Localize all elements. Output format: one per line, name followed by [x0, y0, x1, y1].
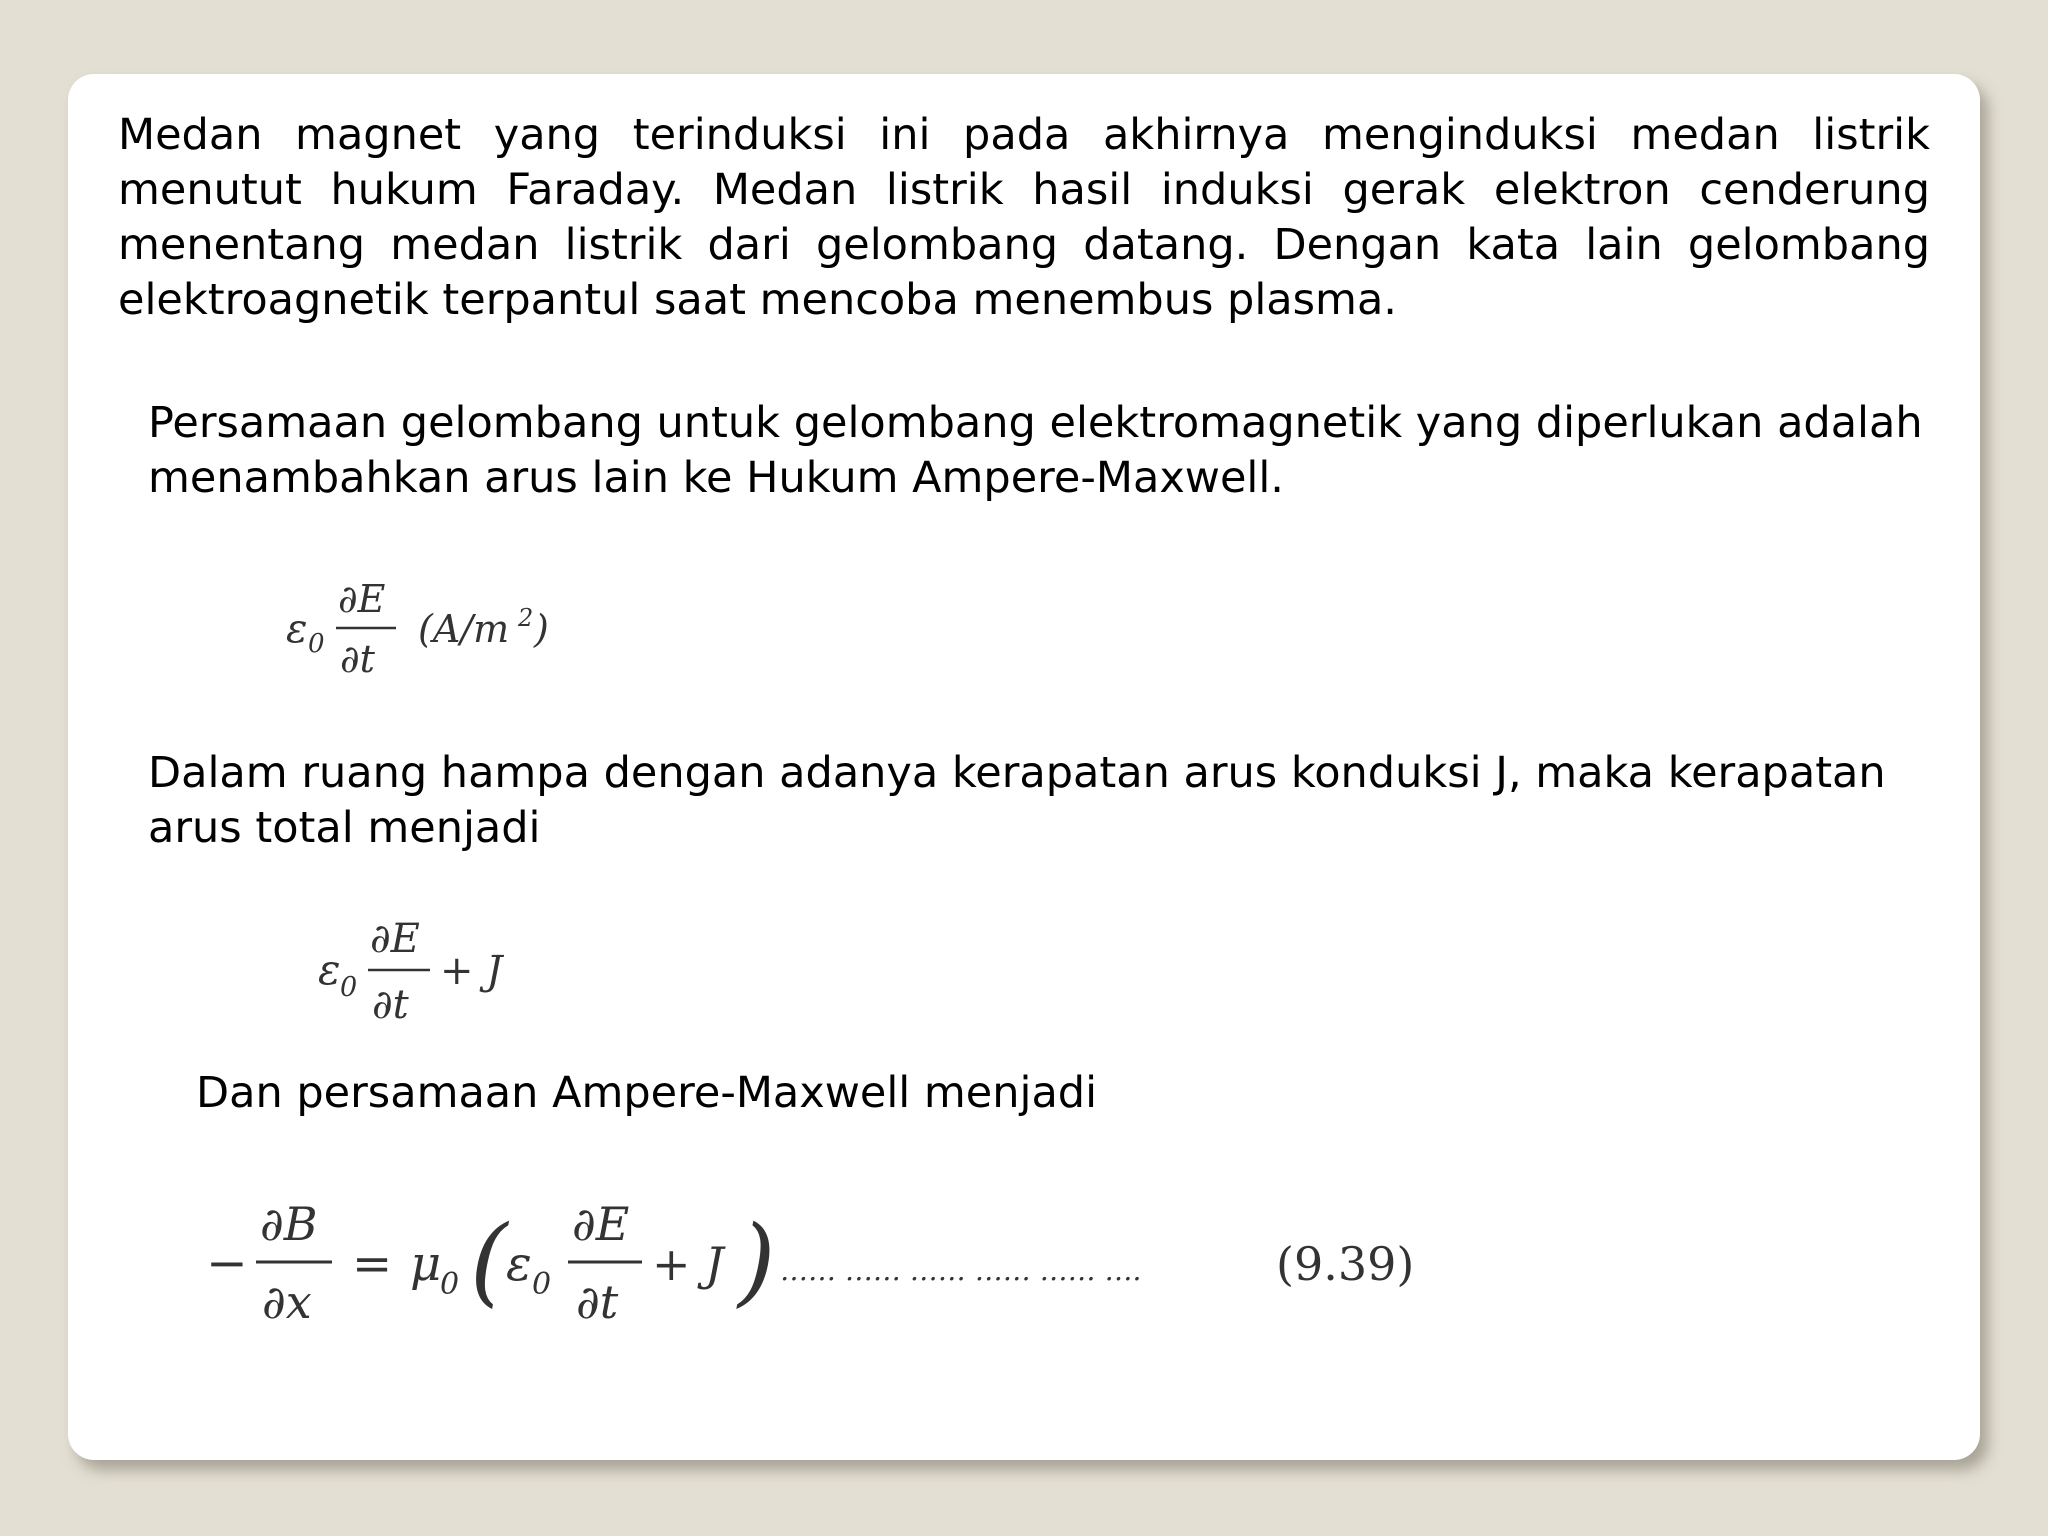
eq3-mu: μ: [410, 1236, 442, 1292]
eq2-plus-j: + J: [440, 948, 503, 994]
eq1-unit-open: (A/m: [418, 607, 510, 651]
eq2-epsilon: ε: [318, 945, 341, 994]
eq3-numerator: ∂E: [572, 1197, 630, 1251]
eq1-unit-close: ): [534, 607, 549, 651]
eq3-denominator: ∂t: [576, 1275, 619, 1329]
eq1-numerator: ∂E: [338, 577, 386, 621]
eq2-numerator: ∂E: [370, 916, 420, 962]
eq3-paren-open: (: [470, 1205, 508, 1317]
paragraph-wave-equation: Persamaan gelombang untuk gelombang elektromagnetik yang diperlukan adalah menambahkan arus lain ke Hukum Ampere-Maxwell.: [148, 398, 1923, 503]
eq2-epsilon-sub: 0: [340, 972, 358, 1003]
eq3-dots: …… …… …… …… …… ….: [780, 1254, 1142, 1287]
eq3-equals: =: [352, 1236, 393, 1292]
eq3-lhs-denominator: ∂x: [262, 1275, 312, 1329]
eq3-minus: −: [206, 1234, 248, 1292]
paragraph-faraday: Medan magnet yang terinduksi ini pada akhirnya menginduksi medan listrik menutut hukum Faraday. Medan listrik hasil induksi gerak elektron cenderung menentang medan listrik dari gelombang datang. Dengan kata lain gelombang elektroagnetik terpantul saat mencoba menembus plasma.: [118, 110, 1930, 325]
paragraph-total-current: Dalam ruang hampa dengan adanya kerapatan arus konduksi J, maka kerapatan arus total menjadi: [148, 748, 1886, 853]
eq3-label: (9.39): [1276, 1237, 1415, 1291]
eq3-epsilon: ε: [506, 1236, 532, 1292]
paragraph-ampere-maxwell: Dan persamaan Ampere-Maxwell menjadi: [196, 1068, 1098, 1118]
eq3-paren-close: ): [738, 1205, 776, 1317]
equation-displacement-current: [282, 570, 602, 694]
eq1-denominator: ∂t: [340, 637, 375, 681]
eq3-mu-sub: 0: [440, 1267, 460, 1302]
eq3-plus-j: + J: [652, 1237, 724, 1291]
eq1-epsilon: ε: [286, 606, 308, 652]
eq2-denominator: ∂t: [372, 982, 409, 1028]
eq3-lhs-numerator: ∂B: [260, 1197, 318, 1251]
eq1-unit-sup: 2: [518, 604, 534, 632]
equation-total-current: [314, 906, 554, 1040]
eq1-epsilon-sub: 0: [308, 629, 325, 659]
eq3-epsilon-sub: 0: [532, 1267, 552, 1302]
equation-ampere-maxwell: [204, 1190, 1464, 1344]
